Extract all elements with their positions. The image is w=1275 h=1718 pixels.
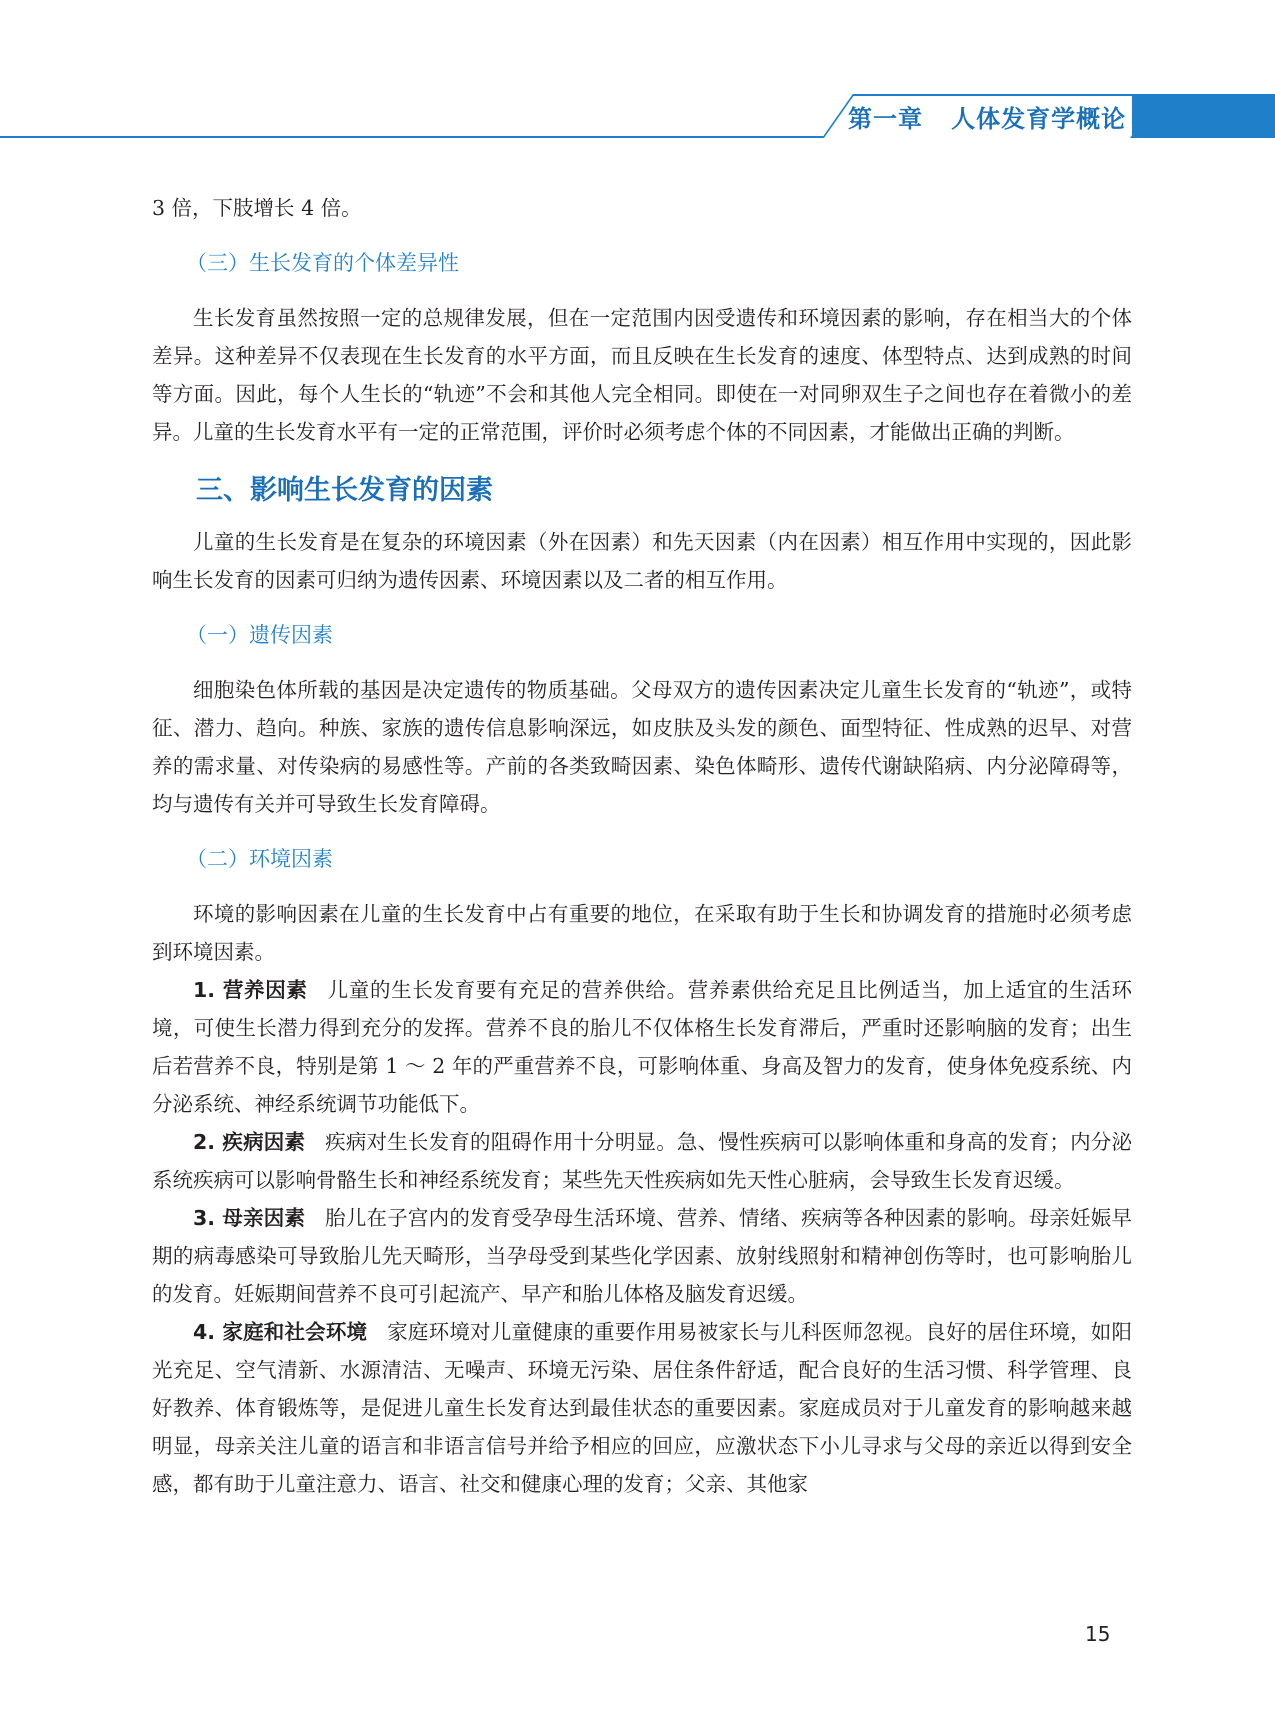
subsection-heading-individual-differences: （三）生长发育的个体差异性 <box>186 251 459 275</box>
item-text-mother: 胎儿在子宫内的发育受孕母生活环境、营养、情绪、疾病等各种因素的影响。母亲妊娠早期的病毒感染可导致胎儿先天畸形，当孕母受到某些化学因素、放射线照射和精神创伤等时，也可影响胎儿的发育。妊娠期间营养不良可引起流产、早产和胎儿体格及脑发育迟缓。 <box>152 1206 1132 1306</box>
paragraph-continuation: 3 倍，下肢增长 4 倍。 <box>152 196 362 220</box>
header-accent-block <box>1132 94 1275 138</box>
subsection-heading-genetic-factors: （一）遗传因素 <box>186 623 333 647</box>
item-text-disease: 疾病对生长发育的阻碍作用十分明显。急、慢性疾病可以影响体重和身高的发育；内分泌系统疾病可以影响骨骼生长和神经系统发育；某些先天性疾病如先天性心脏病，会导致生长发育迟缓。 <box>152 1130 1132 1192</box>
list-item-family-society <box>152 1313 1132 1503</box>
chapter-title: 第一章 人体发育学概论 <box>848 105 1127 133</box>
section-heading-influencing-factors: 三、影响生长发育的因素 <box>196 475 493 506</box>
list-item-disease <box>152 1123 1132 1199</box>
paragraph-individual-differences: 生长发育虽然按照一定的总规律发展，但在一定范围内因受遗传和环境因素的影响，存在相当大的个体差异。这种差异不仅表现在生长发育的水平方面，而且反映在生长发育的速度、体型特点、达到成熟的时间等方面。因此，每个人生长的“轨迹”不会和其他人完全相同。即使在一对同卵双生子之间也存在着微小的差异。儿童的生长发育水平有一定的正常范围，评价时必须考虑个体的不同因素，才能做出正确的判断。 <box>152 306 1132 444</box>
item-heading-disease: 2. 疾病因素 <box>193 1130 306 1154</box>
page-body <box>152 189 1132 1503</box>
item-text-nutrition: 儿童的生长发育要有充足的营养供给。营养素供给充足且比例适当，加上适宜的生活环境，可使生长潜力得到充分的发挥。营养不良的胎儿不仅体格生长发育滞后，严重时还影响脑的发育；出生后若营养不良，特别是第 1 ～ 2 年的严重营养不良，可影响体重、身高及智力的发育，使身体免疫系统、内分泌系统、神经系统调节功能低下。 <box>152 978 1132 1116</box>
item-heading-mother: 3. 母亲因素 <box>193 1206 306 1230</box>
paragraph-environmental-intro: 环境的影响因素在儿童的生长发育中占有重要的地位，在采取有助于生长和协调发育的措施时必须考虑到环境因素。 <box>152 902 1132 964</box>
page-number: 15 <box>1085 1622 1111 1646</box>
subsection-heading-environmental-factors: （二）环境因素 <box>186 847 333 871</box>
item-heading-nutrition: 1. 营养因素 <box>193 978 308 1002</box>
paragraph-genetic-factors: 细胞染色体所载的基因是决定遗传的物质基础。父母双方的遗传因素决定儿童生长发育的“轨迹”，或特征、潜力、趋向。种族、家族的遗传信息影响深远，如皮肤及头发的颜色、面型特征、性成熟的迟早、对营养的需求量、对传染病的易感性等。产前的各类致畸因素、染色体畸形、遗传代谢缺陷病、内分泌障碍等，均与遗传有关并可导致生长发育障碍。 <box>152 678 1132 816</box>
item-text-family-society: 家庭环境对儿童健康的重要作用易被家长与儿科医师忽视。良好的居住环境，如阳光充足、空气清新、水源清洁、无噪声、环境无污染、居住条件舒适，配合良好的生活习惯、科学管理、良好教养、体育锻炼等，是促进儿童生长发育达到最佳状态的重要因素。家庭成员对于儿童发育的影响越来越明显，母亲关注儿童的语言和非语言信号并给予相应的回应，应激状态下小儿寻求与父母的亲近以得到安全感，都有助于儿童注意力、语言、社交和健康心理的发育；父亲、其他家 <box>152 1320 1132 1496</box>
paragraph-factors-intro: 儿童的生长发育是在复杂的环境因素（外在因素）和先天因素（内在因素）相互作用中实现的，因此影响生长发育的因素可归纳为遗传因素、环境因素以及二者的相互作用。 <box>152 530 1132 592</box>
item-heading-family-society: 4. 家庭和社会环境 <box>193 1320 368 1344</box>
list-item-nutrition <box>152 971 1132 1123</box>
list-item-mother <box>152 1199 1132 1313</box>
